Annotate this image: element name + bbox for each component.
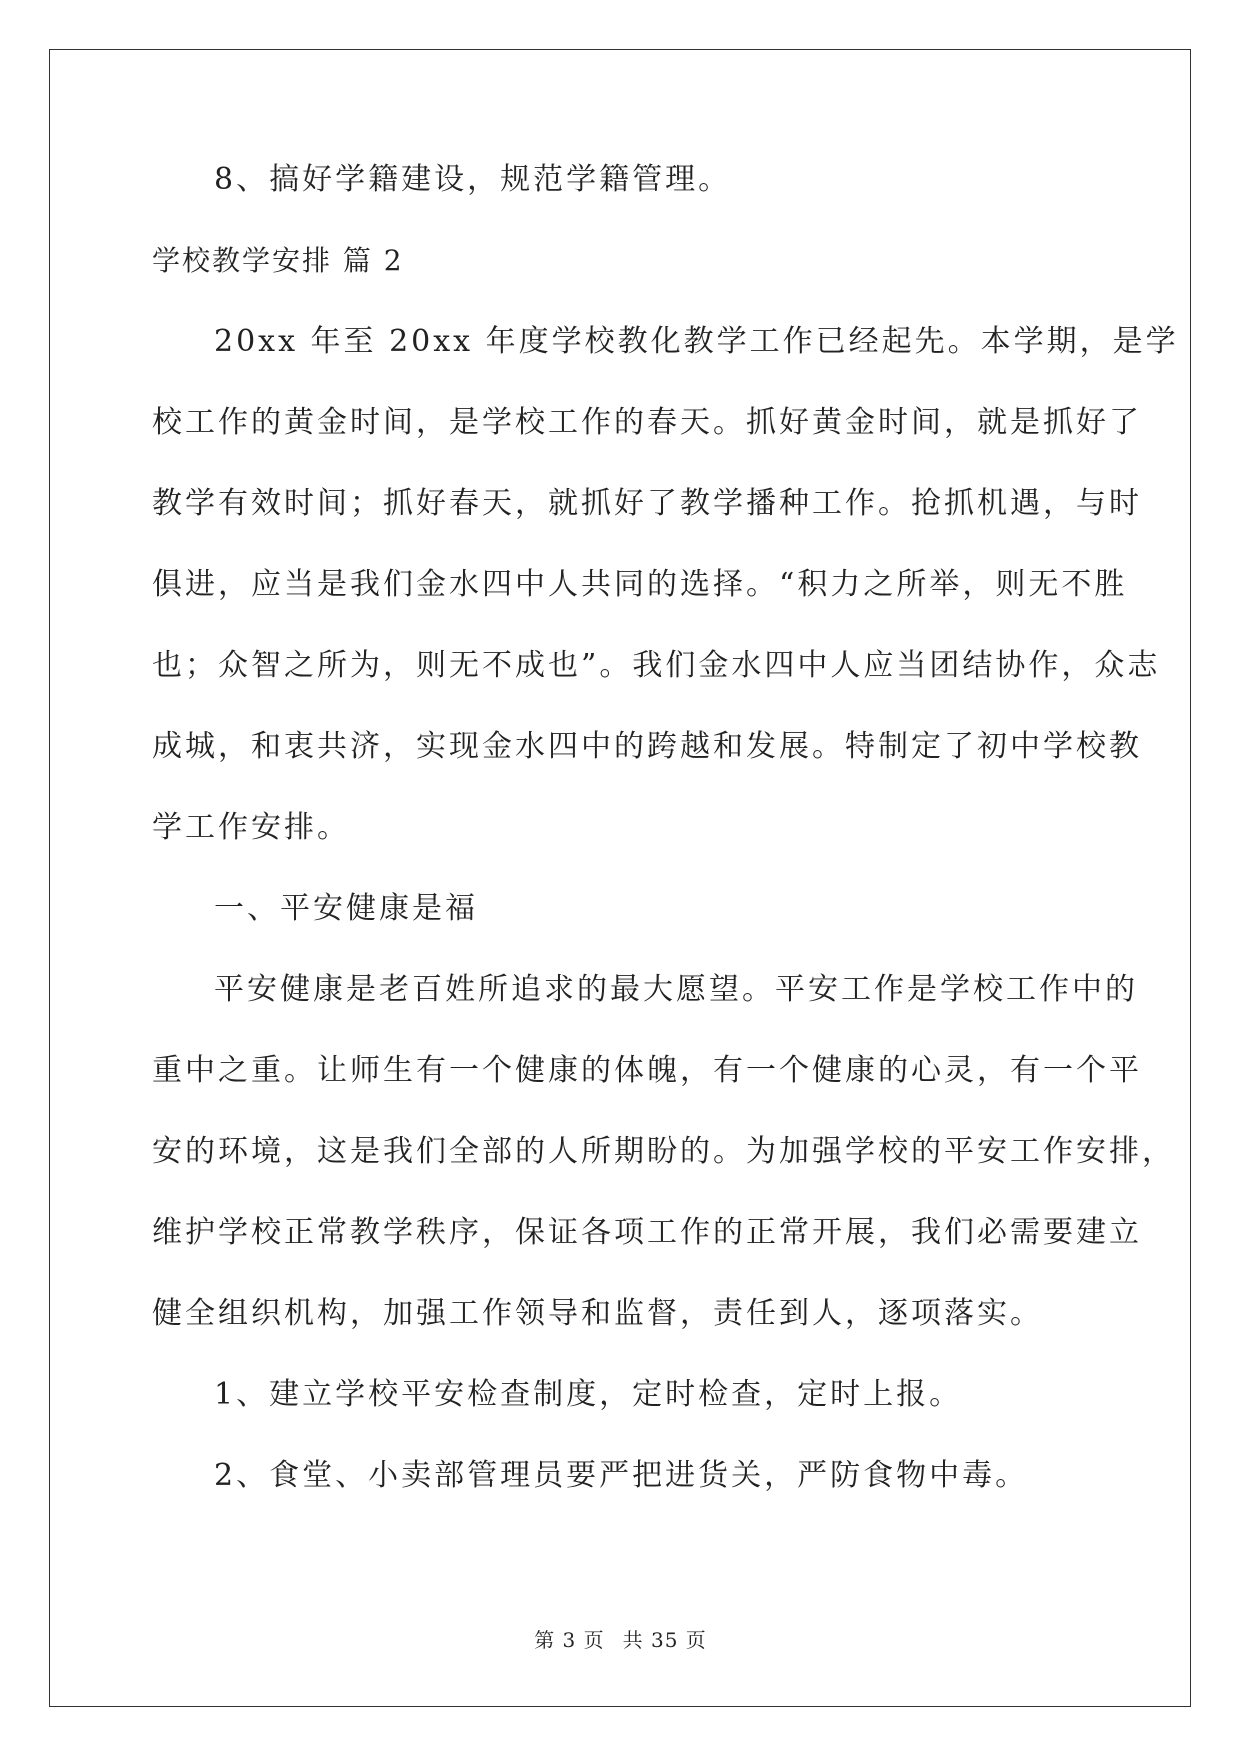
paragraph-line: 重中之重。让师生有一个健康的体魄，有一个健康的心灵，有一个平	[152, 1053, 1142, 1088]
paragraph-line: 教学有效时间；抓好春天，就抓好了教学播种工作。抢抓机遇，与时	[152, 486, 1142, 521]
page-number: 第 3 页	[534, 1628, 605, 1652]
paragraph-line: 成城，和衷共济，实现金水四中的跨越和发展。特制定了初中学校教	[152, 729, 1142, 764]
subsection-heading: 一、平安健康是福	[214, 891, 478, 926]
paragraph-line: 校工作的黄金时间，是学校工作的春天。抓好黄金时间，就是抓好了	[152, 405, 1142, 440]
paragraph-line: 学工作安排。	[152, 810, 350, 845]
paragraph	[152, 322, 1179, 848]
list-item: 1、建立学校平安检查制度，定时检查，定时上报。	[214, 1377, 963, 1412]
document-body	[152, 160, 1179, 1537]
paragraph-line: 俱进，应当是我们金水四中人共同的选择。“积力之所举，则无不胜	[152, 567, 1128, 602]
paragraph-line: 平安健康是老百姓所追求的最大愿望。平安工作是学校工作中的	[214, 972, 1138, 1007]
page-footer	[0, 1628, 1241, 1652]
page-total: 共 35 页	[622, 1628, 707, 1652]
paragraph	[152, 970, 1175, 1334]
paragraph-line: 也；众智之所为，则无不成也”。我们金水四中人应当团结协作，众志	[152, 648, 1161, 683]
section-heading: 学校教学安排 篇 2	[152, 244, 404, 277]
list-item: 8、搞好学籍建设，规范学籍管理。	[214, 162, 732, 197]
paragraph-line: 20xx 年至 20xx 年度学校教化教学工作已经起先。本学期，是学	[214, 324, 1179, 359]
list-item: 2、食堂、小卖部管理员要严把进货关，严防食物中毒。	[214, 1458, 1029, 1493]
paragraph-line: 维护学校正常教学秩序，保证各项工作的正常开展，我们必需要建立	[152, 1215, 1142, 1250]
paragraph-line: 健全组织机构，加强工作领导和监督，责任到人，逐项落实。	[152, 1296, 1043, 1331]
paragraph-line: 安的环境，这是我们全部的人所期盼的。为加强学校的平安工作安排，	[152, 1134, 1175, 1169]
